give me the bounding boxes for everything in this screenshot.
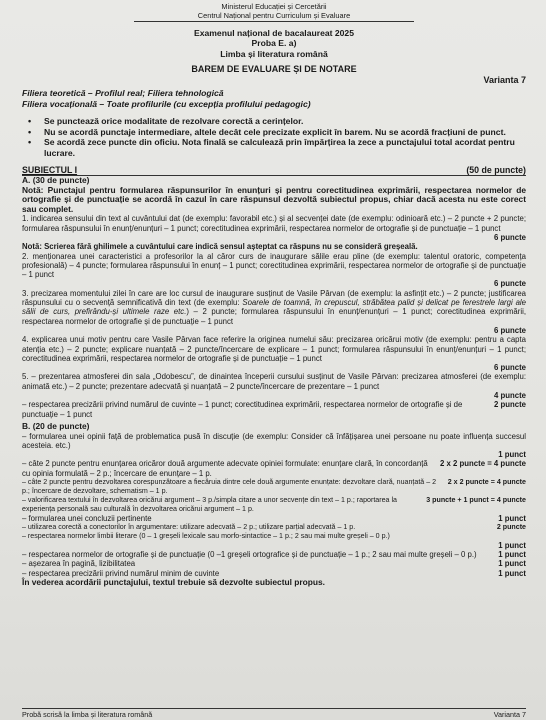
footer-right: Varianta 7	[493, 710, 526, 719]
b-criterion-1-points: 1 punct	[498, 450, 526, 460]
subject-label: Limba și literatura română	[220, 48, 328, 59]
section-a-title: A. (30 de puncte)	[22, 175, 90, 186]
header-divider	[134, 21, 414, 22]
item-2: 2. menționarea unei caracteristici a profesorilor la al căror curs de inaugurare sălile erau pline (de exemplu: talentul oratoric, competența profesională) – 4 puncte; formularea răspunsului în enunț – 1 punct; corectitudinea exprimării, respectarea normelor de ortografie și de punctuație – 1 punct	[22, 251, 526, 280]
item-4: 4. explicarea unui motiv pentru care Vasile Pârvan face referire la originea numelui său: precizarea oricărui motiv (de exemplu: pentru a capta atenția etc.) – 2 puncte; explicare nuanțată – 2 puncte/încercare de explicare – 1 punct; formularea răspunsului în enunț/enunțuri – 1 punct; corectitudinea exprimării, respectarea normelor de ortografie și de punctuație – 1 punct	[22, 335, 526, 363]
b-criterion-1: – formularea unei opinii față de problematica pusă în discuție (de exemplu: Consider că înfățișarea unei persoane nu poate influența succesul acesteia. etc.)	[22, 431, 526, 450]
item-3-points: 6 puncte	[493, 325, 526, 335]
item-1: 1. indicarea sensului din text al cuvântului dat (de exemplu: favorabil etc.) și al secvenței date (de exemplu: odinioară etc.) – 2 puncte + 2 puncte; formularea răspunsului în enunț/enunțuri – 1 punct; corectitudinea exprimării, respectarea normelor de ortografie și de punctuație – 1 punct	[22, 214, 526, 233]
b-criterion-10: – respectarea precizării privind numărul minim de cuvinte 1 punct	[22, 568, 526, 578]
proba-label: Proba E. a)	[251, 38, 297, 49]
section-a-note: Notă: Punctajul pentru formularea răspunsurilor în enunțuri și pentru corectitudinea exprimării, respectarea normelor de ortografie și de punctuație se acordă în cazul în care răspunsul dezvoltă subiectul propus, chiar dacă acesta nu este corect sau complet.	[22, 184, 526, 214]
page-title: BAREM DE EVALUARE ȘI DE NOTARE	[191, 64, 357, 75]
subject-name: SUBIECTUL I	[22, 165, 78, 176]
rules-list	[22, 116, 526, 158]
item-1-points-row	[22, 233, 526, 242]
exam-title: Examenul național de bacalaureat 2025	[193, 28, 354, 38]
item-3-quote: Soarele de toamnă, în crepuscul, străbătea palid și delicat pe ferestrele largi ale sălii de curs, prefirându-și ultimele raze etc.	[22, 298, 526, 317]
item-1-points: 6 puncte	[493, 233, 526, 242]
page-footer	[22, 708, 526, 719]
b-criterion-3: – câte 2 puncte pentru dezvoltarea corespunzătoare a fiecăruia dintre cele două argumente enunțate: dezvoltare clară, nuanțată – 2 p.; încercare de dezvoltare, schematism – 1 p. 2 x 2 puncte = 4 puncte	[22, 478, 526, 495]
filiera-line-2: Filiera vocațională – Toate profilurile (cu excepția profilului pedagogic)	[22, 98, 311, 109]
b-criterion-9: – așezarea în pagină, lizibilitatea 1 punct	[22, 559, 526, 569]
b-criterion-5: – formularea unei concluzii pertinente 1 punct	[22, 513, 526, 523]
item-1-note: Notă: Scrierea fără ghilimele a cuvântului care indică sensul așteptat ca răspuns nu se consideră greșeală.	[22, 242, 418, 252]
b-criterion-2: – câte 2 puncte pentru enunțarea oricăror două argumente adecvate opiniei formulate: enunțare clară, în concordanță cu opinia formulată – 2 p.; încercare de enunțare – 1 p. 2 x 2 puncte = 4 puncte	[22, 459, 526, 478]
footer-left: Probă scrisă la limba și literatura română	[22, 710, 153, 719]
item-4-points: 6 puncte	[493, 363, 526, 373]
bullet-icon: •	[28, 137, 32, 148]
item-5: 5. – prezentarea atmosferei din sala „Odobescu”, de dinaintea începerii cursului susținut de Vasile Pârvan: precizarea atmosferei (de exemplu: animată etc.) – 2 puncte; prezentare adecvată și nuanțată – 2 puncte/încercare de prezentare – 1 punct	[22, 372, 526, 391]
item-3: 3. precizarea momentului zilei în care are loc cursul de inaugurare susținut de Vasile Pârvan (de exemplu: la asfințit etc.) – 2 puncte; justificarea răspunsului cu o secvență semnificativă din text (de exemplu: Soarele de toamnă, în crepuscul, străbătea palid și delicat pe ferestrele largi ale sălii de curs, prefirându-și ultimele raze etc.) – 2 puncte; formularea răspunsului în enunț/enunțuri – 1 punct; corectitudinea exprimării, respectarea normelor de ortografie și de punctuație – 1 punct	[22, 288, 526, 326]
b-criterion-7-points-row	[22, 541, 526, 550]
ministry-header	[22, 3, 526, 22]
filiere-block	[22, 88, 526, 109]
b-criterion-4: – valorificarea textului în dezvoltarea oricărui argument – 3 p./simpla citare a unor secvențe din text – 1 p.; raportarea la experiența personală sau culturală în dezvoltarea oricărui argument – 1 p. 3 puncte + 1 punct = 4 puncte	[22, 495, 526, 513]
rule-item: • Nu se acordă punctaje intermediare, altele decât cele precizate explicit în barem. Nu se acordă fracțiuni de punct.	[28, 126, 506, 137]
bullet-icon: •	[28, 116, 32, 127]
final-note: În vederea acordării punctajului, textul trebuie să dezvolte subiectul propus.	[22, 576, 325, 587]
b-criterion-5-points: 1 punct	[498, 513, 526, 523]
item-5-points-2: 2 puncte	[493, 400, 526, 410]
b-criterion-4-points: 3 puncte + 1 punct = 4 puncte	[426, 495, 526, 504]
subject-heading	[22, 165, 526, 176]
b-criterion-1-points-row	[22, 450, 526, 459]
center-name: Centrul Național pentru Curriculum și Evaluare	[197, 10, 351, 20]
b-criterion-7-points: 1 punct	[498, 540, 526, 550]
b-criterion-3-points: 2 x 2 puncte = 4 puncte	[447, 478, 526, 487]
variant-label: Varianta 7	[483, 75, 526, 86]
rule-item: • Se punctează orice modalitate de rezolvare corectă a cerințelor.	[28, 116, 304, 127]
item-3-points-row	[22, 326, 526, 335]
item-5-points-row-1	[22, 391, 526, 400]
ministry-name: Ministerul Educației și Cercetării	[221, 2, 327, 11]
item-2-points-row	[22, 279, 526, 288]
subject-points: (50 de puncte)	[466, 165, 526, 176]
b-criterion-6-points: 2 puncte	[496, 522, 526, 531]
b-criterion-9-points: 1 punct	[498, 559, 526, 569]
b-criterion-7: – respectarea normelor limbii literare (0 – 1 greșeli lexicale sau morfo-sintactice – 1 p.; 2 sau mai multe greșeli – 0 p.)	[22, 531, 390, 540]
item-2-points: 6 puncte	[493, 279, 526, 289]
b-criterion-8: – respectarea normelor de ortografie și de punctuație (0 –1 greșeli ortografice și de punctuație – 1 p.; 2 sau mai multe greșeli – 0 p.) 1 punct	[22, 550, 526, 560]
bullet-icon: •	[28, 126, 32, 137]
b-criterion-10-points: 1 punct	[498, 568, 526, 578]
filiera-line-1: Filiera teoretică – Profilul real; Filiera tehnologică	[22, 88, 224, 99]
item-5-points-1: 4 puncte	[493, 391, 526, 401]
b-criterion-6: – utilizarea corectă a conectorilor în argumentare: utilizare adecvată – 2 p.; utilizare parțial adecvată – 1 p. 2 puncte	[22, 522, 526, 531]
item-4-points-row	[22, 363, 526, 372]
item-5-line-2: – respectarea precizării privind numărul de cuvinte – 1 punct; corectitudinea exprimării, respectarea normelor de ortografie și de punctuație – 1 punct 2 puncte	[22, 400, 526, 419]
section-b-title: B. (20 de puncte)	[22, 420, 90, 431]
rule-item: • Se acordă zece puncte din oficiu. Nota finală se calculează prin împărțirea la zece a punctajului total acordat pentru lucrare.	[28, 137, 515, 158]
b-criterion-8-points: 1 punct	[498, 550, 526, 560]
b-criterion-2-points: 2 x 2 puncte = 4 puncte	[439, 459, 526, 469]
exam-heading	[22, 28, 526, 59]
